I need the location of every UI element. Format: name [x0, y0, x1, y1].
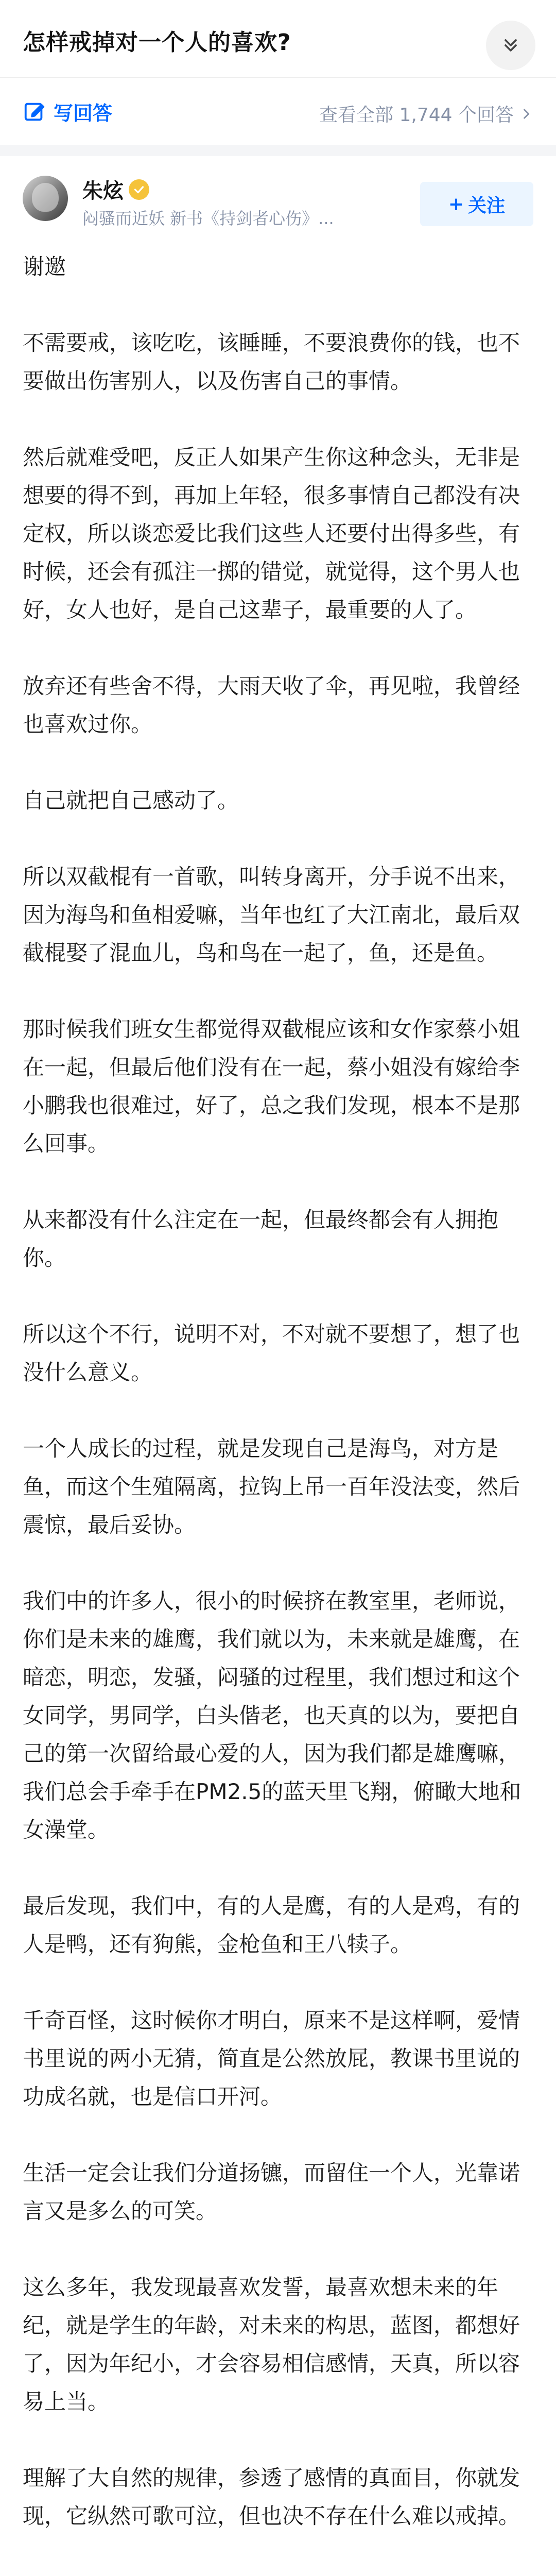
answer-paragraph: 不需要戒，该吃吃，该睡睡，不要浪费你的钱，也不要做出伤害别人，以及伤害自己的事情。: [23, 330, 520, 394]
follow-button[interactable]: [420, 182, 533, 226]
answer-paragraph: 一个人成长的过程，就是发现自己是海鸟，对方是鱼，而这个生殖隔离，拉钩上吊一百年没法变，然后震惊，最后妥协。: [23, 1436, 520, 1537]
question-action-bar: [0, 77, 556, 145]
expand-button[interactable]: [486, 21, 535, 70]
question-header: [0, 0, 556, 77]
write-answer-label: 写回答: [54, 102, 113, 125]
verified-badge-icon: [129, 179, 149, 200]
answer-paragraph: 理解了大自然的规律，参透了感情的真面目，你就发现，它纵然可歌可泣，但也决不存在什么难以戒掉。: [23, 2465, 520, 2529]
avatar[interactable]: [23, 176, 68, 221]
answer-body: [0, 244, 556, 2576]
pencil-edit-icon: [23, 100, 46, 124]
author-bio: 闷骚而近妖 新书《持剑者心伤》...: [82, 209, 334, 228]
answer-paragraph: 然后就难受吧，反正人如果产生你这种念头，无非是想要的得不到，再加上年轻，很多事情自己都没有决定权，所以谈恋爱比我们这些人还要付出得多些，有时候，还会有孤注一掷的错觉，就觉得，这个男人也好，女人也好，是自己这辈子，最重要的人了。: [23, 445, 520, 622]
view-all-label: 查看全部 1,744 个回答: [319, 105, 514, 126]
follow-label: 关注: [468, 195, 506, 216]
answer-paragraph: 千奇百怪，这时候你才明白，原来不是这样啊，爱情书里说的两小无猜，简直是公然放屁，教课书里说的功成名就，也是信口开河。: [23, 2008, 520, 2109]
section-divider: [0, 145, 556, 156]
author-name-wrap: [82, 175, 149, 204]
chevron-double-down-icon: [500, 35, 521, 56]
answer-paragraph: 我们中的许多人，很小的时候挤在教室里，老师说，你们是未来的雄鹰，我们就以为，未来就是雄鹰，在暗恋，明恋，发骚，闷骚的过程里，我们想过和这个女同学，男同学，白头偕老，也天真的以为，要把自己的第一次留给最心爱的人，因为我们都是雄鹰嘛，我们总会手牵手在PM2.5的蓝天里飞翔，俯瞰大地和女澡堂。: [23, 1588, 522, 1842]
answer-paragraph: 生活一定会让我们分道扬镳，而留住一个人，光靠诺言又是多么的可笑。: [23, 2160, 520, 2224]
answer-paragraph: 那时候我们班女生都觉得双截棍应该和女作家蔡小姐在一起，但最后他们没有在一起，蔡小姐没有嫁给李小鹏我也很难过，好了，总之我们发现，根本不是那么回事。: [23, 1016, 520, 1156]
author-row: [0, 156, 556, 244]
answer-paragraph: 所以双截棍有一首歌，叫转身离开，分手说不出来，因为海鸟和鱼相爱嘛，当年也红了大江南北，最后双截棍娶了混血儿，鸟和鸟在一起了，鱼，还是鱼。: [23, 864, 520, 965]
answer-paragraph: 最后发现，我们中，有的人是鹰，有的人是鸡，有的人是鸭，还有狗熊，金枪鱼和王八犊子。: [23, 1893, 520, 1957]
plus-icon: +: [448, 193, 464, 215]
author-name[interactable]: 朱炫: [82, 179, 124, 203]
answer-paragraph: 自己就把自己感动了。: [23, 788, 239, 813]
answer-paragraph: 从来都没有什么注定在一起，但最终都会有人拥抱你。: [23, 1207, 499, 1270]
view-all-answers-link[interactable]: [319, 100, 533, 127]
answer-paragraph: 谢邀: [23, 254, 66, 279]
answer-paragraph: 这么多年，我发现最喜欢发誓，最喜欢想未来的年纪，就是学生的年龄，对未来的构思，蓝图，都想好了，因为年纪小，才会容易相信感情，天真，所以容易上当。: [23, 2275, 520, 2414]
answer-paragraph: 放弃还有些舍不得，大雨天收了伞，再见啦，我曾经也喜欢过你。: [23, 673, 520, 737]
answer-paragraph: [23, 2573, 533, 2576]
question-title[interactable]: 怎样戒掉对一个人的喜欢?: [23, 29, 291, 56]
write-answer-button[interactable]: [23, 97, 112, 126]
answer-paragraph: 所以这个不行，说明不对，不对就不要想了，想了也没什么意义。: [23, 1321, 520, 1385]
chevron-right-icon: [519, 107, 533, 121]
